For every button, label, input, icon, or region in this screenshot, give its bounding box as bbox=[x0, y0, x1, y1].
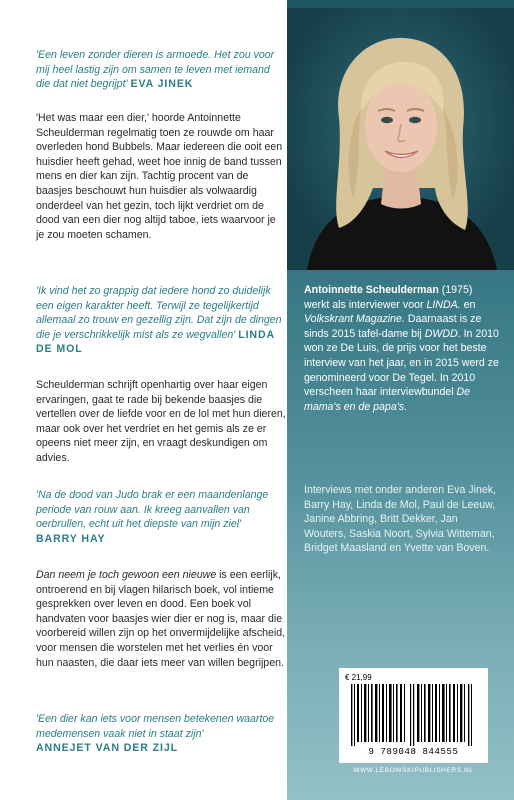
author-name: Antoinnette Scheulderman bbox=[304, 284, 439, 296]
body-paragraph-2: Scheulderman schrijft openhartig over haar eigen ervaringen, gaat te rade bij bekende baasjes die vertellen over de liefde voor en de lol met hun dieren, maar ook over het verdriet en het gemis als ze er opeens niet meer zijn, en vraagt deskundigen om advies. bbox=[36, 379, 286, 464]
interviews-list: Interviews met onder anderen Eva Jinek, Barry Hay, Linda de Mol, Paul de Leeuw, Janine Abbring, Britt Dekker, Jan Wouters, Saskia Noort, Sylvia Witteman, Bridget Maasland en Yvette van Boven. bbox=[304, 484, 496, 555]
publisher-website: WWW.LEBOWSKIPUBLISHERS.NL bbox=[353, 767, 474, 774]
quote-author: LINDA DE MOL bbox=[36, 328, 275, 356]
quote-author: EVA JINEK bbox=[130, 78, 194, 91]
quote-eva-jinek: 'Een leven zonder dieren is armoede. Het zou voor mij heel lastig zijn om samen te leven met iemand die dat niet begrijpt' EVA JINEK bbox=[36, 49, 275, 91]
price-label: € 21,99 bbox=[345, 673, 372, 682]
quote-author: BARRY HAY bbox=[36, 532, 106, 545]
body-paragraph-3: Dan neem je toch gewoon een nieuwe is een eerlijk, ontroerend en bij vlagen hilarisch boek, vol intieme gesprekken over leven en dood. Een boek vol handvaten voor baasjes wier dier er nog is, maar die voorbereid willen zijn op het onvermijdelijke afscheid, voor mensen die worstelen met het verlies én voor hun naasten, die daar iets meer van willen begrijpen. bbox=[36, 569, 286, 669]
author-portrait-illustration bbox=[287, 8, 514, 270]
quote-author: ANNEJET VAN DER ZIJL bbox=[36, 742, 179, 755]
quote-barry-hay: 'Na de dood van Judo brak er een maandenlange periode van rouw aan. Ik kreeg aanvallen van oerbrullen, echt uit het diepste van mijn ziel' BARRY HAY bbox=[36, 489, 269, 545]
author-photo bbox=[287, 8, 514, 270]
isbn-number: 9 789048 844555 bbox=[368, 747, 459, 757]
body-paragraph-1: 'Het was maar een dier,' hoorde Antoinnette Scheulderman regelmatig toen ze rouwde om haar overleden hond Bubbels. Maar iedereen die ooit een huisdier heeft gehad, weet hoe innig de band tussen mens en dier kan zijn. Tachtig procent van de baasjes beschouwt hun huisdier als volwaardig onderdeel van het gezin, toch lijkt verdriet om de dood van een dier nog altijd taboe, iets waarvoor je je zou moeten schamen. bbox=[36, 112, 283, 241]
quote-linda-de-mol: 'Ik vind het zo grappig dat iedere hond zo duidelijk een eigen karakter heeft. Terwijl ze tegelijkertijd allemaal zo trouw en gezellig zijn. Dat zijn de dingen die je verschrikkelijk mist als ze wegvallen' LINDA DE MOL bbox=[36, 285, 282, 356]
barcode bbox=[339, 668, 488, 763]
book-title: Dan neem je toch gewoon een nieuwe bbox=[36, 569, 217, 581]
quote-annejet-van-der-zijl: 'Een dier kan iets voor mensen betekenen waartoe medemensen vaak niet in staat zijn' ANNEJET VAN DER ZIJL bbox=[36, 713, 275, 755]
author-bio: Antoinnette Scheulderman (1975) werkt als interviewer voor LINDA. en Volkskrant Magazine. Daarnaast is ze sinds 2015 tafel-dame bij DWDD. In 2010 won ze De Luis, de prijs voor het beste interview van het jaar, en in 2015 werd ze genomineerd voor De Tegel. In 2010 verscheen haar interviewbundel De mama's en de papa's. bbox=[304, 284, 499, 413]
